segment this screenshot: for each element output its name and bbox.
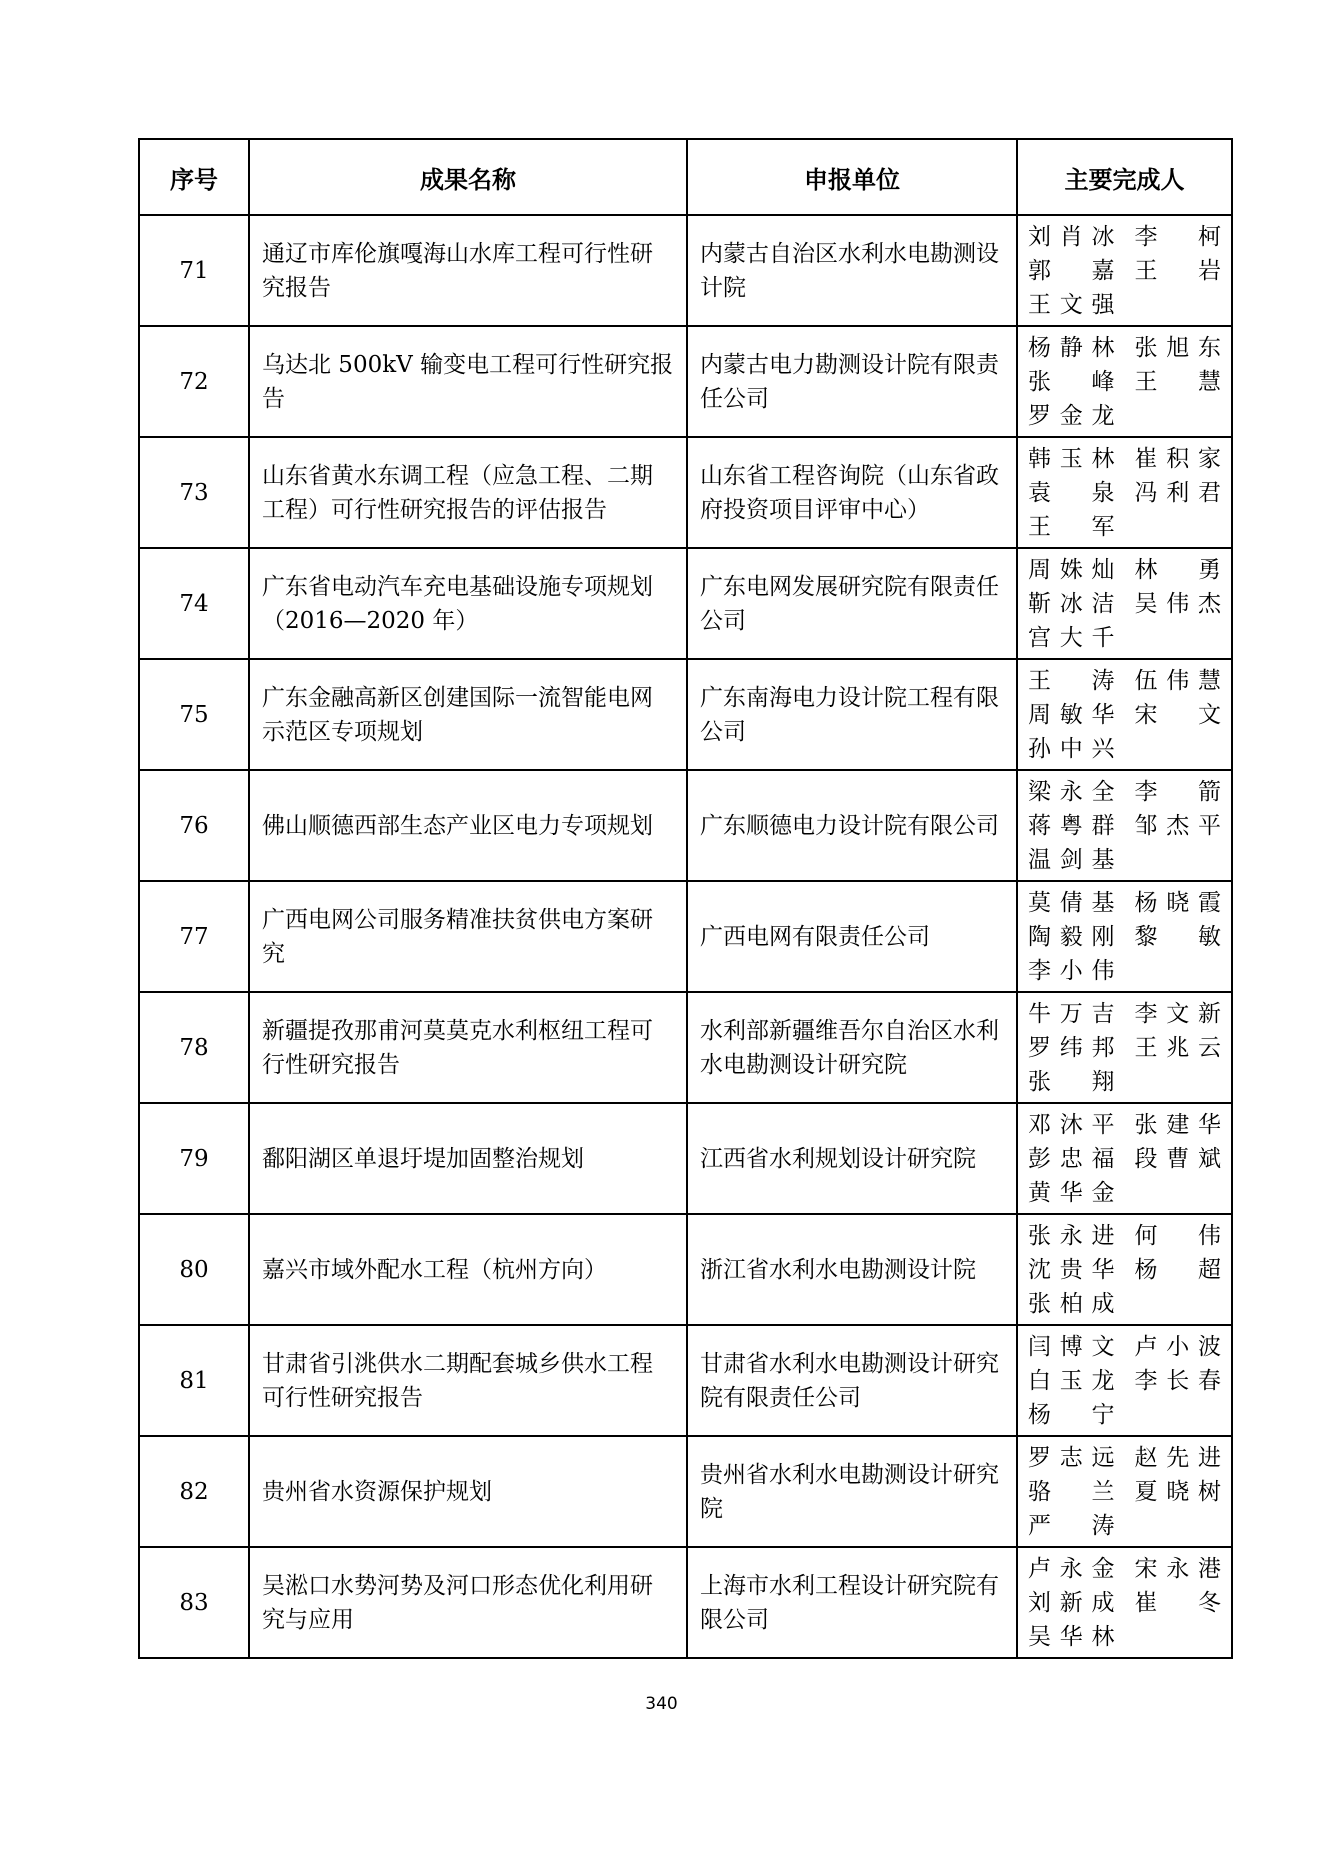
contributor-list <box>1028 331 1221 433</box>
contributor-list <box>1028 442 1221 544</box>
contributor-name: 闫博文 <box>1028 1333 1115 1360</box>
reporting-unit: 内蒙古电力勘测设计院有限责任公司 <box>687 326 1017 437</box>
contributor-name: 王文强 <box>1028 291 1115 318</box>
achievement-name: 新疆提孜那甫河莫莫克水利枢纽工程可行性研究报告 <box>249 992 687 1103</box>
contributor-name: 杨 超 <box>1134 1256 1221 1283</box>
contributor-name: 骆 兰 <box>1028 1478 1115 1505</box>
main-contributors <box>1017 1547 1232 1658</box>
contributor-name: 李小伟 <box>1028 957 1115 984</box>
contributor-name: 吴华林 <box>1028 1623 1115 1650</box>
contributor-name: 黎 敏 <box>1134 923 1221 950</box>
contributor-name: 陶毅刚 <box>1028 923 1115 950</box>
main-contributors <box>1017 1103 1232 1214</box>
header-no: 序号 <box>139 139 249 215</box>
row-number: 75 <box>139 659 249 770</box>
reporting-unit: 广西电网有限责任公司 <box>687 881 1017 992</box>
row-number: 82 <box>139 1436 249 1547</box>
contributor-name: 冯利君 <box>1134 479 1221 506</box>
contributor-name: 周姝灿 <box>1028 556 1115 583</box>
contributor-name: 郭 嘉 <box>1028 257 1115 284</box>
contributor-name: 张 翔 <box>1028 1068 1115 1095</box>
row-number: 73 <box>139 437 249 548</box>
row-number: 76 <box>139 770 249 881</box>
contributor-name: 李 箭 <box>1134 778 1221 805</box>
table-row <box>139 770 1232 881</box>
contributor-name: 宋永港 <box>1134 1555 1221 1582</box>
contributor-name: 林 勇 <box>1134 556 1221 583</box>
contributor-list <box>1028 553 1221 655</box>
contributor-name: 牛万吉 <box>1028 1000 1115 1027</box>
contributor-name: 夏晓树 <box>1134 1478 1221 1505</box>
contributor-list <box>1028 1108 1221 1210</box>
contributor-name: 赵先进 <box>1134 1444 1221 1471</box>
contributor-name: 崔 冬 <box>1134 1589 1221 1616</box>
achievement-name: 广东省电动汽车充电基础设施专项规划（2016—2020 年） <box>249 548 687 659</box>
contributor-name: 吴伟杰 <box>1134 590 1221 617</box>
contributor-name: 李 柯 <box>1134 223 1221 250</box>
main-contributors <box>1017 1214 1232 1325</box>
reporting-unit: 广东顺德电力设计院有限公司 <box>687 770 1017 881</box>
table-row <box>139 1436 1232 1547</box>
contributor-name: 卢小波 <box>1134 1333 1221 1360</box>
contributor-list <box>1028 1441 1221 1543</box>
contributor-name: 张 峰 <box>1028 368 1115 395</box>
contributor-name: 靳冰洁 <box>1028 590 1115 617</box>
main-contributors <box>1017 659 1232 770</box>
row-number: 74 <box>139 548 249 659</box>
row-number: 71 <box>139 215 249 326</box>
reporting-unit: 广东电网发展研究院有限责任公司 <box>687 548 1017 659</box>
table-row <box>139 1547 1232 1658</box>
achievement-name: 广西电网公司服务精准扶贫供电方案研究 <box>249 881 687 992</box>
page-number: 340 <box>645 1694 678 1714</box>
table-row <box>139 548 1232 659</box>
main-contributors <box>1017 770 1232 881</box>
main-contributors <box>1017 548 1232 659</box>
contributor-name: 白玉龙 <box>1028 1367 1115 1394</box>
row-number: 72 <box>139 326 249 437</box>
reporting-unit: 山东省工程咨询院（山东省政府投资项目评审中心） <box>687 437 1017 548</box>
table-row <box>139 1325 1232 1436</box>
contributor-name: 李文新 <box>1134 1000 1221 1027</box>
reporting-unit: 内蒙古自治区水利水电勘测设计院 <box>687 215 1017 326</box>
main-contributors <box>1017 326 1232 437</box>
contributor-name: 袁 泉 <box>1028 479 1115 506</box>
contributor-name: 张永进 <box>1028 1222 1115 1249</box>
row-number: 83 <box>139 1547 249 1658</box>
achievement-name: 乌达北 500kV 输变电工程可行性研究报告 <box>249 326 687 437</box>
contributor-name: 罗金龙 <box>1028 402 1115 429</box>
reporting-unit: 水利部新疆维吾尔自治区水利水电勘测设计研究院 <box>687 992 1017 1103</box>
main-contributors <box>1017 1436 1232 1547</box>
reporting-unit: 甘肃省水利水电勘测设计研究院有限责任公司 <box>687 1325 1017 1436</box>
contributor-name: 王 慧 <box>1134 368 1221 395</box>
contributor-list <box>1028 1552 1221 1654</box>
contributor-name: 莫倩基 <box>1028 889 1115 916</box>
row-number: 77 <box>139 881 249 992</box>
achievement-name: 甘肃省引洮供水二期配套城乡供水工程可行性研究报告 <box>249 1325 687 1436</box>
table-row <box>139 1103 1232 1214</box>
contributor-name: 罗纬邦 <box>1028 1034 1115 1061</box>
reporting-unit: 浙江省水利水电勘测设计院 <box>687 1214 1017 1325</box>
contributor-name: 彭忠福 <box>1028 1145 1115 1172</box>
row-number: 78 <box>139 992 249 1103</box>
achievement-name: 通辽市库伦旗嘎海山水库工程可行性研究报告 <box>249 215 687 326</box>
table-row <box>139 992 1232 1103</box>
achievement-name: 佛山顺德西部生态产业区电力专项规划 <box>249 770 687 881</box>
contributor-name: 宫大千 <box>1028 624 1115 651</box>
contributor-name: 张建华 <box>1134 1111 1221 1138</box>
main-contributors <box>1017 437 1232 548</box>
achievement-name: 广东金融高新区创建国际一流智能电网示范区专项规划 <box>249 659 687 770</box>
contributor-name: 宋 文 <box>1134 701 1221 728</box>
row-number: 79 <box>139 1103 249 1214</box>
row-number: 81 <box>139 1325 249 1436</box>
contributor-list <box>1028 1330 1221 1432</box>
contributor-list <box>1028 886 1221 988</box>
contributor-name: 崔积家 <box>1134 445 1221 472</box>
contributor-name: 王 军 <box>1028 513 1115 540</box>
awards-table <box>138 138 1233 1659</box>
row-number: 80 <box>139 1214 249 1325</box>
contributor-name: 李长春 <box>1134 1367 1221 1394</box>
contributor-name: 孙中兴 <box>1028 735 1115 762</box>
table-row <box>139 437 1232 548</box>
contributor-name: 黄华金 <box>1028 1179 1115 1206</box>
table-row <box>139 881 1232 992</box>
contributor-name: 梁永全 <box>1028 778 1115 805</box>
contributor-name: 刘肖冰 <box>1028 223 1115 250</box>
main-contributors <box>1017 992 1232 1103</box>
contributor-name: 罗志远 <box>1028 1444 1115 1471</box>
reporting-unit: 贵州省水利水电勘测设计研究院 <box>687 1436 1017 1547</box>
contributor-name: 温剑基 <box>1028 846 1115 873</box>
contributor-name: 杨静林 <box>1028 334 1115 361</box>
contributor-list <box>1028 997 1221 1099</box>
header-people: 主要完成人 <box>1017 139 1232 215</box>
achievement-name: 嘉兴市域外配水工程（杭州方向） <box>249 1214 687 1325</box>
contributor-name: 何 伟 <box>1134 1222 1221 1249</box>
contributor-name: 周敏华 <box>1028 701 1115 728</box>
contributor-name: 韩玉林 <box>1028 445 1115 472</box>
contributor-name: 段曹斌 <box>1134 1145 1221 1172</box>
header-row <box>139 139 1232 215</box>
reporting-unit: 广东南海电力设计院工程有限公司 <box>687 659 1017 770</box>
contributor-list <box>1028 220 1221 322</box>
header-unit: 申报单位 <box>687 139 1017 215</box>
contributor-name: 蒋粤群 <box>1028 812 1115 839</box>
achievement-name: 贵州省水资源保护规划 <box>249 1436 687 1547</box>
main-contributors <box>1017 881 1232 992</box>
table-row <box>139 659 1232 770</box>
contributor-name: 张柏成 <box>1028 1290 1115 1317</box>
main-contributors <box>1017 1325 1232 1436</box>
table-row <box>139 1214 1232 1325</box>
achievement-name: 鄱阳湖区单退圩堤加固整治规划 <box>249 1103 687 1214</box>
contributor-list <box>1028 1219 1221 1321</box>
table-row <box>139 215 1232 326</box>
table-row <box>139 326 1232 437</box>
contributor-name: 王 涛 <box>1028 667 1115 694</box>
contributor-name: 卢永金 <box>1028 1555 1115 1582</box>
contributor-name: 严 涛 <box>1028 1512 1115 1539</box>
table-body <box>139 215 1232 1658</box>
contributor-name: 王兆云 <box>1134 1034 1221 1061</box>
reporting-unit: 上海市水利工程设计研究院有限公司 <box>687 1547 1017 1658</box>
contributor-list <box>1028 775 1221 877</box>
contributor-name: 杨晓霞 <box>1134 889 1221 916</box>
contributor-name: 伍伟慧 <box>1134 667 1221 694</box>
contributor-name: 王 岩 <box>1134 257 1221 284</box>
achievement-name: 吴淞口水势河势及河口形态优化利用研究与应用 <box>249 1547 687 1658</box>
reporting-unit: 江西省水利规划设计研究院 <box>687 1103 1017 1214</box>
main-contributors <box>1017 215 1232 326</box>
contributor-name: 邓沐平 <box>1028 1111 1115 1138</box>
header-name: 成果名称 <box>249 139 687 215</box>
contributor-name: 刘新成 <box>1028 1589 1115 1616</box>
contributor-name: 杨 宁 <box>1028 1401 1115 1428</box>
contributor-list <box>1028 664 1221 766</box>
contributor-name: 邹杰平 <box>1134 812 1221 839</box>
contributor-name: 张旭东 <box>1134 334 1221 361</box>
contributor-name: 沈贵华 <box>1028 1256 1115 1283</box>
achievement-name: 山东省黄水东调工程（应急工程、二期工程）可行性研究报告的评估报告 <box>249 437 687 548</box>
